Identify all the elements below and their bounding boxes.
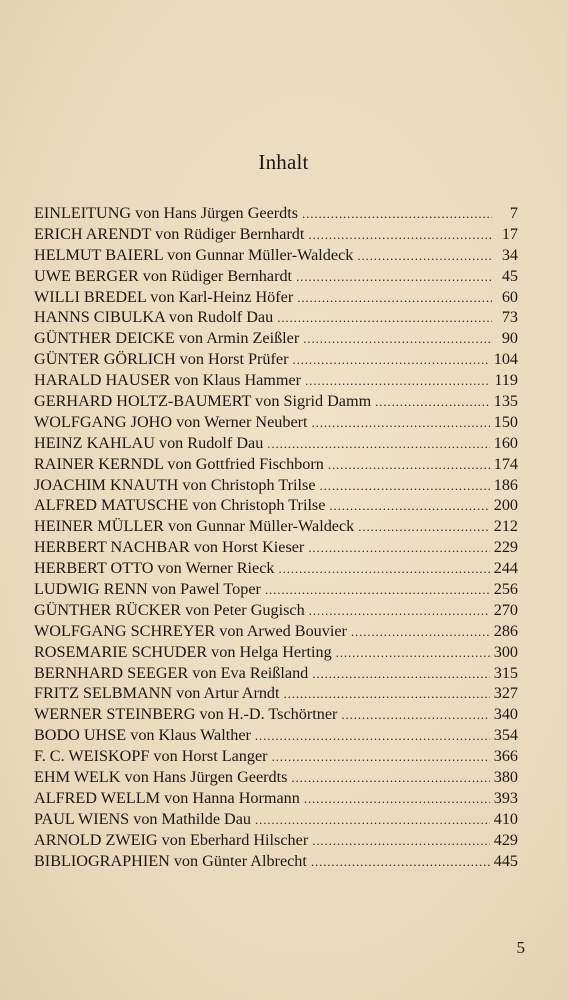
toc-entry-title: GERHARD HOLTZ-BAUMERT von Sigrid Damm [34, 392, 372, 411]
toc-entry-title: WOLFGANG SCHREYER von Arwed Bouvier [34, 621, 347, 640]
toc-entry [34, 412, 518, 433]
toc-entry-title: ALFRED MATUSCHE von Christoph Trilse [34, 496, 326, 515]
toc-entry-title: JOACHIM KNAUTH von Christoph Trilse [34, 475, 316, 494]
dot-leader [292, 350, 489, 371]
toc-entry [34, 203, 518, 224]
dot-leader [304, 789, 490, 810]
toc-entry-title: FRITZ SELBMANN von Artur Arndt [34, 684, 280, 703]
toc-entry-page: 119 [494, 371, 518, 390]
toc-entry-page: 410 [493, 809, 518, 828]
toc-entry-page: 300 [493, 642, 518, 661]
dot-leader [291, 768, 489, 789]
toc-entry-page: 445 [493, 851, 518, 870]
dot-leader [320, 476, 490, 497]
dot-leader [358, 517, 489, 538]
dot-leader [255, 726, 490, 747]
dot-leader [255, 810, 490, 831]
dot-leader [341, 705, 489, 726]
toc-entry-title: HEINER MÜLLER von Gunnar Müller-Waldeck [34, 517, 355, 536]
toc-entry [34, 579, 518, 600]
dot-leader [272, 747, 490, 768]
toc-entry [34, 746, 518, 767]
toc-entry-title: WERNER STEINBERG von H.-D. Tschörtner [34, 705, 338, 724]
dot-leader [311, 852, 490, 873]
toc-entry-page: 354 [493, 726, 518, 745]
toc-entry [34, 725, 518, 746]
toc-entry [34, 851, 518, 872]
dot-leader [308, 538, 489, 559]
toc-entry [34, 537, 518, 558]
toc-entry-title: UWE BERGER von Rüdiger Bernhardt [34, 266, 293, 285]
toc-entry-title: ARNOLD ZWEIG von Eberhard Hilscher [34, 830, 309, 849]
dot-leader [302, 204, 492, 225]
toc-entry-page: 7 [509, 204, 518, 222]
toc-entry-page: 229 [493, 538, 518, 557]
toc-entry-title: GÜNTHER RÜCKER von Peter Gugisch [34, 600, 305, 619]
toc-entry-title: WOLFGANG JOHO von Werner Neubert [34, 412, 308, 431]
toc-entry-title: BODO UHSE von Klaus Walther [34, 726, 251, 745]
toc-entry-page: 17 [501, 224, 518, 243]
dot-leader [265, 580, 490, 601]
toc-entry [34, 454, 518, 475]
toc-entry-title: BIBLIOGRAPHIEN von Günter Albrecht [34, 851, 307, 870]
dot-leader [308, 225, 492, 246]
dot-leader [303, 329, 492, 350]
toc-entry [34, 370, 518, 391]
toc-entry-title: GÜNTER GÖRLICH von Horst Prüfer [34, 350, 289, 369]
toc-entry [34, 767, 518, 788]
toc-entry-page: 150 [493, 412, 518, 431]
toc-entry-page: 315 [493, 663, 518, 682]
toc-entry-page: 90 [501, 329, 518, 348]
toc-entry-page: 256 [493, 580, 518, 599]
toc-entry-title: F. C. WEISKOPF von Horst Langer [34, 747, 268, 766]
dot-leader [312, 413, 490, 434]
toc-entry-page: 73 [501, 308, 518, 327]
dot-leader [312, 831, 490, 852]
toc-entry-page: 212 [493, 517, 518, 536]
dot-leader [297, 288, 492, 309]
toc-entry-page: 60 [501, 287, 518, 306]
toc-entry [34, 391, 518, 412]
toc-entry [34, 663, 518, 684]
toc-entry-page: 270 [493, 600, 518, 619]
dot-leader [305, 371, 490, 392]
toc-entry-title: ERICH ARENDT von Rüdiger Bernhardt [34, 224, 305, 243]
page-title: Inhalt [258, 150, 309, 174]
toc-entry [34, 307, 518, 328]
toc-entry-page: 174 [493, 454, 518, 473]
toc-entry-title: HERBERT NACHBAR von Horst Kieser [34, 538, 305, 557]
toc-entry [34, 600, 518, 621]
toc-entry [34, 516, 518, 537]
toc-entry-page: 429 [493, 830, 518, 849]
toc-entry [34, 495, 518, 516]
toc-entry [34, 287, 518, 308]
toc-entry-title: WILLI BREDEL von Karl-Heinz Höfer [34, 287, 294, 306]
toc-entry-title: HANNS CIBULKA von Rudolf Dau [34, 308, 274, 327]
toc-entry-page: 160 [493, 433, 518, 452]
toc-entry-title: RAINER KERNDL von Gottfried Fischborn [34, 454, 324, 473]
toc-entry-title: ROSEMARIE SCHUDER von Helga Herting [34, 642, 332, 661]
toc-entry-page: 45 [501, 266, 518, 285]
dot-leader [312, 664, 489, 685]
toc-entry-page: 186 [493, 475, 518, 494]
toc-entry [34, 809, 518, 830]
dot-leader [296, 267, 492, 288]
table-of-contents [34, 203, 518, 872]
toc-entry [34, 266, 518, 287]
toc-entry-title: HELMUT BAIERL von Gunnar Müller-Waldeck [34, 245, 354, 264]
toc-entry-page: 244 [493, 559, 518, 578]
toc-entry-title: HEINZ KAHLAU von Rudolf Dau [34, 433, 264, 452]
dot-leader [279, 559, 490, 580]
dot-leader [277, 308, 492, 329]
toc-entry [34, 558, 518, 579]
toc-entry-page: 200 [493, 496, 518, 515]
toc-entry-page: 393 [493, 788, 518, 807]
toc-entry-page: 34 [501, 245, 518, 264]
toc-entry-page: 286 [493, 621, 518, 640]
toc-entry [34, 224, 518, 245]
toc-entry [34, 475, 518, 496]
toc-entry-page: 327 [493, 684, 518, 703]
dot-leader [309, 601, 490, 622]
dot-leader [267, 434, 489, 455]
dot-leader [357, 246, 492, 267]
dot-leader [329, 496, 489, 517]
toc-entry [34, 704, 518, 725]
toc-entry-page: 340 [493, 705, 518, 724]
dot-leader [351, 622, 490, 643]
toc-entry [34, 621, 518, 642]
dot-leader [328, 455, 490, 476]
toc-entry-page: 366 [493, 747, 518, 766]
toc-entry-page: 135 [493, 392, 518, 411]
toc-entry-title: EHM WELK von Hans Jürgen Geerdts [34, 768, 288, 787]
toc-entry [34, 642, 518, 663]
toc-entry-page: 104 [493, 350, 518, 369]
toc-entry [34, 328, 518, 349]
toc-entry-page: 380 [493, 768, 518, 787]
dot-leader [284, 684, 490, 705]
toc-entry-title: HERBERT OTTO von Werner Rieck [34, 559, 275, 578]
toc-entry [34, 683, 518, 704]
toc-entry [34, 830, 518, 851]
toc-entry [34, 788, 518, 809]
page-number: 5 [516, 938, 525, 957]
toc-entry-title: GÜNTHER DEICKE von Armin Zeißler [34, 329, 300, 348]
dot-leader [336, 643, 490, 664]
dot-leader [375, 392, 490, 413]
toc-entry-title: BERNHARD SEEGER von Eva Reißland [34, 663, 309, 682]
toc-entry-title: PAUL WIENS von Mathilde Dau [34, 809, 252, 828]
toc-entry-title: EINLEITUNG von Hans Jürgen Geerdts [34, 204, 299, 222]
toc-entry [34, 433, 518, 454]
toc-entry-title: LUDWIG RENN von Pawel Toper [34, 580, 261, 599]
toc-entry [34, 245, 518, 266]
toc-entry-title: HARALD HAUSER von Klaus Hammer [34, 371, 302, 390]
toc-entry [34, 349, 518, 370]
toc-entry-title: ALFRED WELLM von Hanna Hormann [34, 788, 300, 807]
